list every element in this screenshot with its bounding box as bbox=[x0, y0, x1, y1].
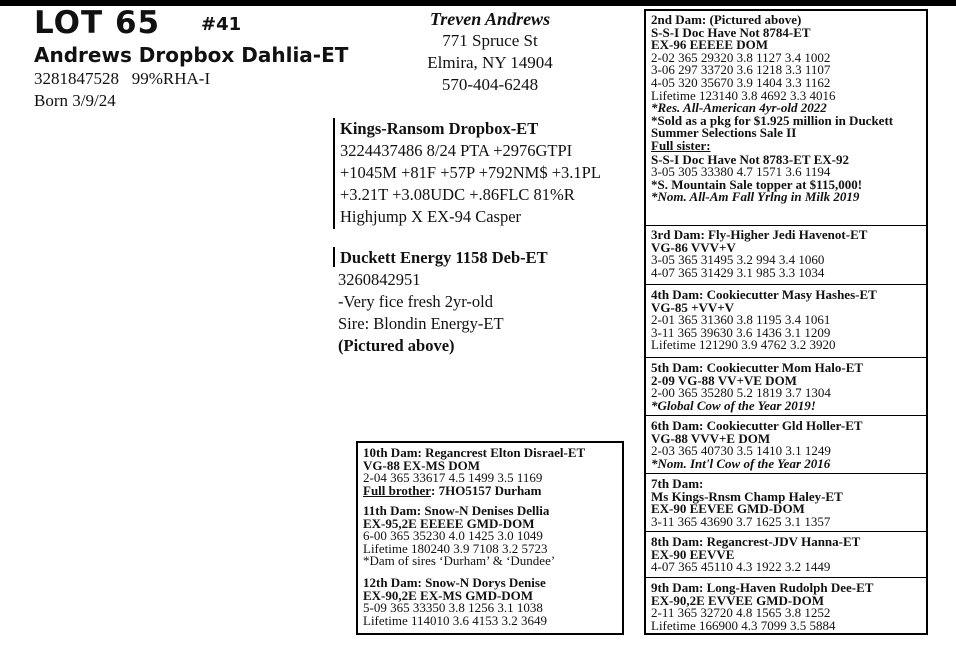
dam4-class: VG-85 +VV+V bbox=[651, 299, 735, 315]
dam-block bbox=[333, 247, 548, 267]
registration-line: 3281847528 99%RHA-I bbox=[34, 69, 211, 88]
dam12-title: 12th Dam: Snow-N Dorys Denise bbox=[363, 575, 546, 590]
dam3-class: VG-86 VVV+V bbox=[651, 239, 736, 255]
dam3-section bbox=[651, 229, 923, 279]
full-brother-label: Full brother bbox=[363, 482, 432, 498]
dam2-lifetime: Lifetime 123140 3.8 4692 3.3 4016 bbox=[651, 87, 836, 103]
animal-name: Andrews Dropbox Dahlia-ET bbox=[34, 43, 349, 67]
dam6-record-1: 2-03 365 40730 3.5 1410 3.1 1249 bbox=[651, 443, 831, 459]
dam7-name: Ms Kings-Rnsm Champ Haley-ET bbox=[651, 488, 843, 504]
divider bbox=[646, 577, 926, 578]
dam-name: Duckett Energy 1158 Deb-ET bbox=[340, 248, 548, 267]
dam2-class: EX-96 EEEEE DOM bbox=[651, 37, 769, 53]
dam10-record-1: 2-04 365 33617 4.5 1499 3.5 1169 bbox=[363, 470, 543, 486]
dam9-record-1: 2-11 365 32720 4.8 1565 3.8 1252 bbox=[651, 605, 831, 621]
dam6-section bbox=[651, 420, 923, 470]
dam4-record-1: 2-01 365 31360 3.8 1195 3.4 1061 bbox=[651, 312, 831, 328]
dam-sire: Sire: Blondin Energy-ET bbox=[338, 314, 504, 333]
dam7-record-1: 3-11 365 43690 3.7 1625 3.1 1357 bbox=[651, 513, 831, 529]
dam6-note: *Nom. Int'l Cow of the Year 2016 bbox=[651, 455, 831, 471]
full-sister-label: Full sister: bbox=[651, 137, 711, 153]
dam4-record-2: 3-11 365 39630 3.6 1436 3.1 1209 bbox=[651, 324, 831, 340]
dam11-section bbox=[363, 505, 619, 568]
dam8-section bbox=[651, 536, 923, 574]
dam2-section bbox=[651, 14, 923, 204]
divider bbox=[646, 225, 926, 226]
divider bbox=[646, 284, 926, 285]
dam12-lifetime: Lifetime 114010 3.6 4153 3.2 3649 bbox=[363, 612, 548, 628]
dam7-section bbox=[651, 478, 923, 528]
dam10-class: VG-88 EX-MS DOM bbox=[363, 457, 480, 473]
dam8-title: 8th Dam: Regancrest-JDV Hanna-ET bbox=[651, 534, 861, 549]
sire-line-3: +3.21T +3.08UDC +.86FLC 81%R bbox=[340, 185, 575, 204]
dam12-section bbox=[363, 577, 619, 627]
dam2-note-2: *Sold as a pkg for $1.925 million in Duckett bbox=[651, 112, 894, 128]
dam9-title: 9th Dam: Long-Haven Rudolph Dee-ET bbox=[651, 580, 874, 595]
dam11-record-1: 6-00 365 35230 4.0 1425 3.0 1049 bbox=[363, 528, 543, 544]
dam2-note-3: Summer Selections Sale II bbox=[651, 125, 797, 141]
divider bbox=[646, 473, 926, 474]
dam11-lifetime: Lifetime 180240 3.9 7108 3.2 5723 bbox=[363, 540, 548, 556]
divider bbox=[646, 415, 926, 416]
dam9-section bbox=[651, 582, 923, 632]
dam7-class: EX-90 EEVEE GMD-DOM bbox=[651, 501, 805, 517]
dam2-name: S-S-I Doc Have Not 8784-ET bbox=[651, 24, 811, 40]
dam4-section bbox=[651, 289, 923, 352]
full-brother-value: : 7HO5157 Durham bbox=[431, 482, 542, 498]
dam9-class: EX-90,2E EVVEE GMD-DOM bbox=[651, 592, 824, 608]
owner-city: Elmira, NY 14904 bbox=[427, 53, 553, 72]
full-sister-name: S-S-I Doc Have Not 8783-ET EX-92 bbox=[651, 151, 850, 167]
dam2-note-1: *Res. All-American 4yr-old 2022 bbox=[651, 100, 827, 116]
dam11-note: *Dam of sires ‘Durham’ & ‘Dundee’ bbox=[363, 553, 556, 569]
full-sister-note-1: *S. Mountain Sale topper at $115,000! bbox=[651, 176, 863, 192]
divider bbox=[646, 531, 926, 532]
birth-date: Born 3/9/24 bbox=[34, 91, 116, 110]
pedigree-box bbox=[644, 9, 928, 635]
catalog-number: #41 bbox=[201, 14, 242, 35]
extended-pedigree-box bbox=[356, 441, 624, 635]
owner-phone: 570-404-6248 bbox=[441, 75, 539, 94]
dam3-title: 3rd Dam: Fly-Higher Jedi Havenot-ET bbox=[651, 227, 868, 242]
sire-name: Kings-Ransom Dropbox-ET bbox=[340, 119, 539, 138]
dam11-title: 11th Dam: Snow-N Denises Dellia bbox=[363, 503, 550, 518]
sire-line-4: Highjump X EX-94 Casper bbox=[340, 207, 522, 226]
owner-street: 771 Spruce St bbox=[442, 31, 538, 50]
dam-reg: 3260842951 bbox=[338, 270, 421, 289]
owner-block bbox=[390, 8, 590, 96]
dam2-record-1: 2-02 365 29320 3.8 1127 3.4 1002 bbox=[651, 49, 831, 65]
owner-name: Treven Andrews bbox=[429, 9, 551, 29]
dam-pictured: (Pictured above) bbox=[338, 336, 455, 355]
dam2-record-2: 3-06 297 33720 3.6 1218 3.3 1107 bbox=[651, 62, 831, 78]
dam11-class: EX-95,2E EEEEE GMD-DOM bbox=[363, 515, 535, 531]
dam10-section bbox=[363, 447, 619, 497]
dam8-record-1: 4-07 365 45110 4.3 1922 3.2 1449 bbox=[651, 559, 831, 575]
dam10-title: 10th Dam: Regancrest Elton Disrael-ET bbox=[363, 445, 586, 460]
divider bbox=[646, 357, 926, 358]
dam4-lifetime: Lifetime 121290 3.9 4762 3.2 3920 bbox=[651, 337, 836, 353]
dam9-lifetime: Lifetime 166900 4.3 7099 3.5 5884 bbox=[651, 617, 836, 633]
sire-block bbox=[333, 118, 601, 229]
dam2-title: 2nd Dam: (Pictured above) bbox=[651, 12, 802, 27]
dam12-record-1: 5-09 365 33350 3.8 1256 3.1 1038 bbox=[363, 600, 543, 616]
dam12-class: EX-90,2E EX-MS GMD-DOM bbox=[363, 587, 534, 603]
dam4-title: 4th Dam: Cookiecutter Masy Hashes-ET bbox=[651, 287, 877, 302]
dam7-title: 7th Dam: bbox=[651, 476, 704, 491]
dam-note: -Very fice fresh 2yr-old bbox=[338, 292, 493, 311]
dam8-class: EX-90 EEVVE bbox=[651, 546, 735, 562]
dam5-section bbox=[651, 362, 923, 412]
dam3-record-1: 3-05 365 31495 3.2 994 3.4 1060 bbox=[651, 252, 825, 268]
dam6-title: 6th Dam: Cookiecutter Gld Holler-ET bbox=[651, 418, 863, 433]
full-sister-record: 3-05 305 33380 4.7 1571 3.6 1194 bbox=[651, 164, 831, 180]
dam5-title: 5th Dam: Cookiecutter Mom Halo-ET bbox=[651, 360, 864, 375]
dam5-record-1: 2-00 365 35280 5.2 1819 3.7 1304 bbox=[651, 385, 831, 401]
dam5-class: 2-09 VG-88 VV+VE DOM bbox=[651, 372, 797, 388]
full-sister-note-2: *Nom. All-Am Fall Yrlng in Milk 2019 bbox=[651, 189, 860, 205]
lot-label: LOT 65 bbox=[34, 5, 161, 41]
dam6-class: VG-88 VVV+E DOM bbox=[651, 430, 771, 446]
sire-line-1: 3224437486 8/24 PTA +2976GTPI bbox=[340, 141, 573, 160]
sire-line-2: +1045M +81F +57P +792NM$ +3.1PL bbox=[340, 163, 601, 182]
dam5-note: *Global Cow of the Year 2019! bbox=[651, 397, 816, 413]
dam2-record-3: 4-05 320 35670 3.9 1404 3.3 1162 bbox=[651, 74, 831, 90]
dam-details bbox=[338, 269, 504, 357]
dam3-record-2: 4-07 365 31429 3.1 985 3.3 1034 bbox=[651, 264, 825, 280]
